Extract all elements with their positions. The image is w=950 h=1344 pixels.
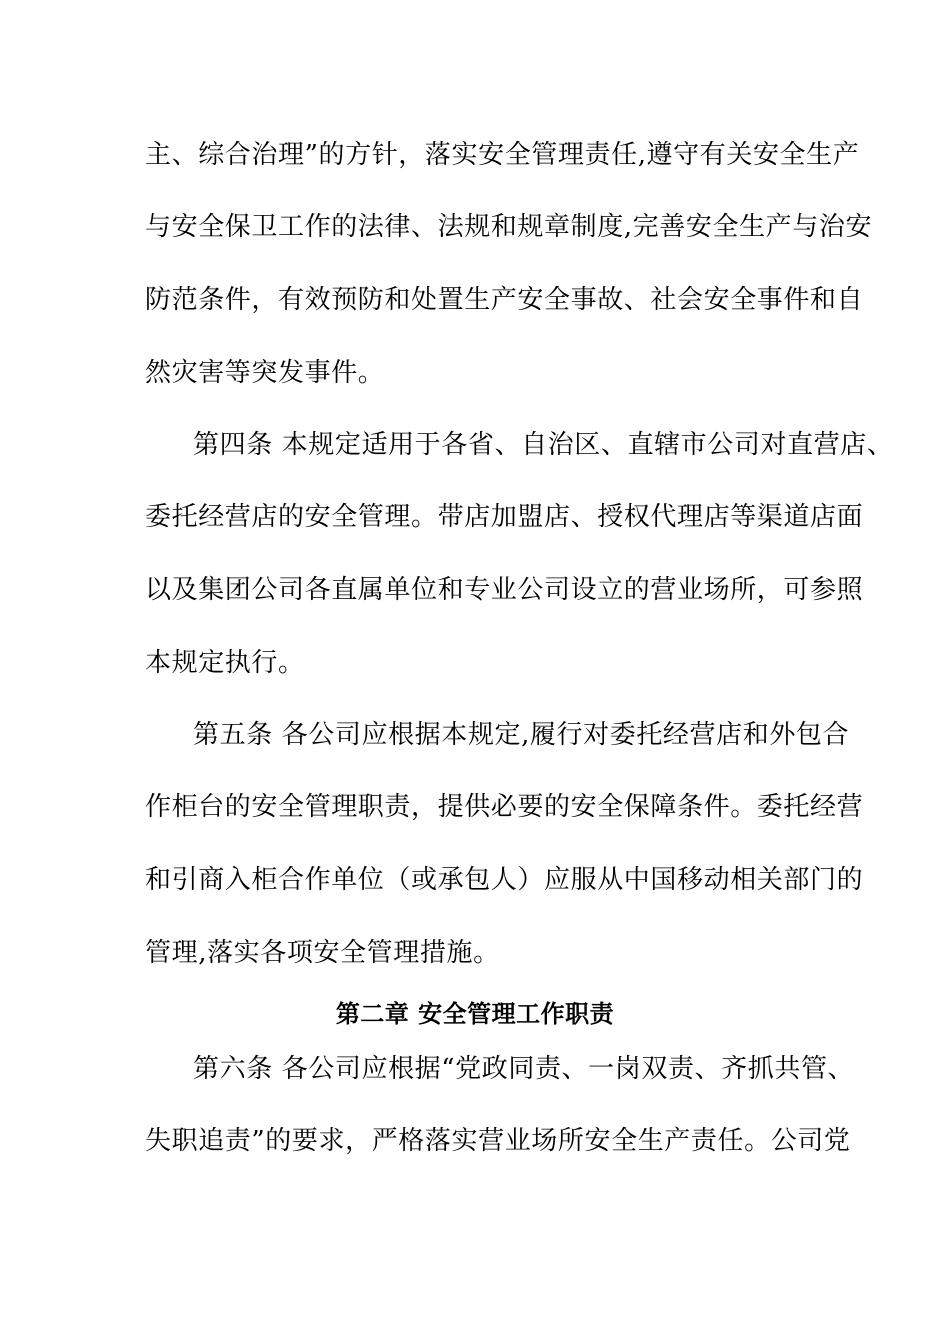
article5-line-1: 第五条 各公司应根据本规定,履行对委托经营店和外包合 [193,720,850,750]
article4-line-1: 第四条 本规定适用于各省、自治区、直辖市公司对直营店、 [193,430,894,460]
article4-line-2: 委托经营店的安全管理。带店加盟店、授权代理店等渠道店面 [145,502,864,532]
chapter-heading: 第二章 安全管理工作职责 [335,999,615,1028]
article4-line-4: 本规定执行。 [145,648,305,678]
article3-line-2: 与安全保卫工作的法律、法规和规章制度,完善安全生产与治安 [145,212,873,242]
article4-line-3: 以及集团公司各直属单位和专业公司设立的营业场所，可参照 [145,575,864,605]
article5-line-2: 作柜台的安全管理职责，提供必要的安全保障条件。委托经营 [145,792,864,822]
article5-line-4: 管理,落实各项安全管理措施。 [145,938,500,968]
article3-line-1: 主、综合治理”的方针，落实安全管理责任,遵守有关安全生产 [145,140,860,170]
article6-line-2: 失职追责”的要求，严格落实营业场所安全生产责任。公司党 [145,1126,851,1156]
article3-line-3: 防范条件，有效预防和处置生产安全事故、社会安全事件和自 [145,285,864,315]
article3-line-4: 然灾害等突发事件。 [145,358,385,388]
article6-line-1: 第六条 各公司应根据“党政同责、一岗双责、齐抓共管、 [193,1054,855,1084]
article5-line-3: 和引商入柜合作单位（或承包人）应服从中国移动相关部门的 [145,865,864,895]
